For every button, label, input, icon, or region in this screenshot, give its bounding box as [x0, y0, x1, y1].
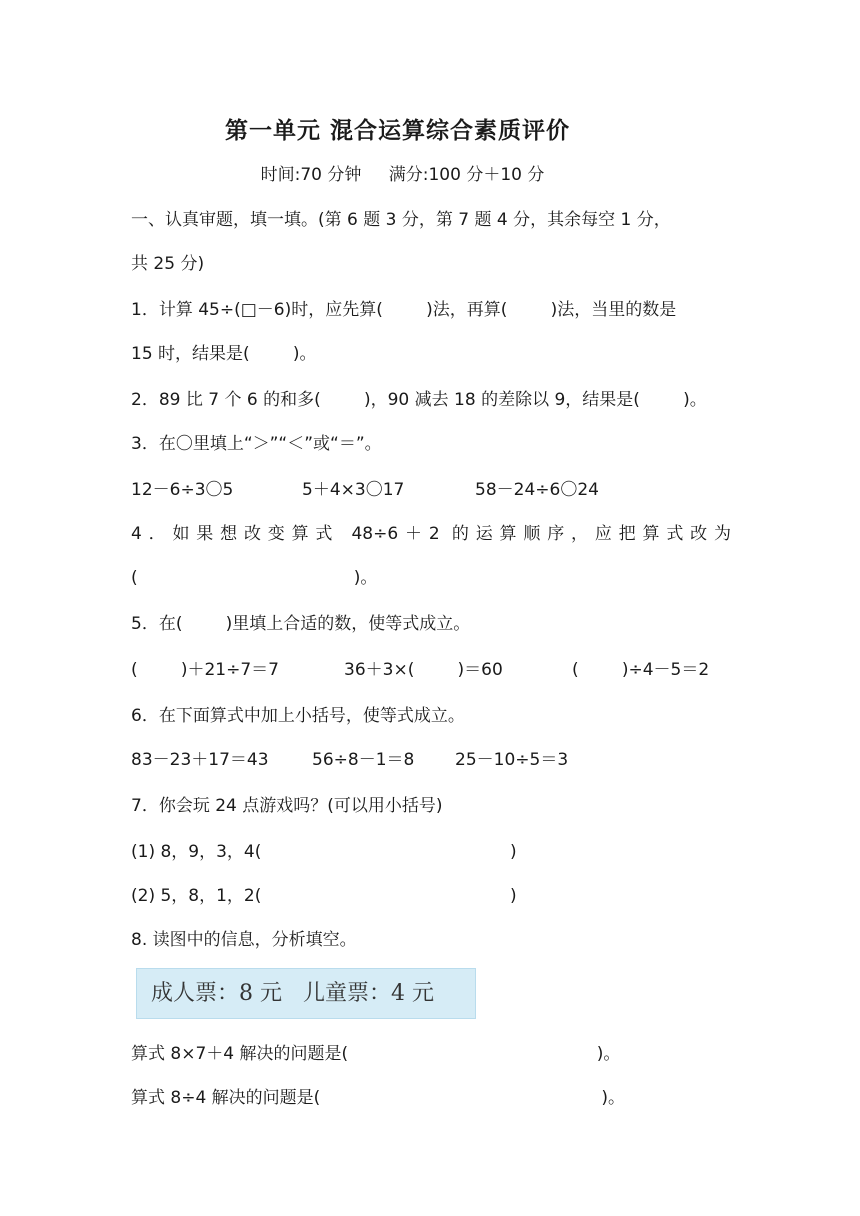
question-2-line1: 2．89 比 7 个 6 的和多( )，90 减去 18 的差除以 9，结果是( )。	[131, 390, 707, 410]
question-5-item: ( )＋21÷7＝7	[131, 660, 280, 680]
question-3-line1: 3．在〇里填上“＞”“＜”或“＝”。	[131, 434, 382, 454]
question-7-sub2: (2) 5，8，1，2( )	[131, 886, 517, 906]
exam-meta	[0, 160, 805, 185]
question-3-item: 58－24÷6〇24	[475, 480, 599, 500]
question-5-item: 36＋3×( )＝60	[344, 660, 503, 680]
question-5-item: ( )÷4－5＝2	[572, 660, 710, 680]
question-3-item: 12－6÷3〇5	[131, 480, 234, 500]
question-7-line1: 7．你会玩 24 点游戏吗？(可以用小括号)	[131, 796, 443, 816]
question-6-line1: 6．在下面算式中加上小括号，使等式成立。	[131, 706, 465, 726]
question-5-line1: 5．在( )里填上合适的数，使等式成立。	[131, 614, 471, 634]
page-title: 第一单元 混合运算综合素质评价	[224, 118, 570, 144]
question-4-line1: 4．如果想改变算式 48÷6＋2 的运算顺序，应把算式改为	[131, 524, 731, 544]
full-score: 满分:100 分＋10 分	[388, 165, 545, 185]
question-8-blank2: 算式 8÷4 解决的问题是( )。	[131, 1088, 625, 1108]
question-6-item: 56÷8－1＝8	[312, 750, 415, 770]
question-6-item: 25－10÷5＝3	[455, 750, 569, 770]
section-heading-line1: 一、认真审题，填一填。(第 6 题 3 分，第 7 题 4 分，其余每空 1 分，	[131, 210, 671, 230]
ticket-price-image: 成人票：8 元 儿童票：4 元	[136, 968, 476, 1019]
question-8-blank1: 算式 8×7＋4 解决的问题是( )。	[131, 1044, 621, 1064]
question-8-line1: 8. 读图中的信息，分析填空。	[131, 930, 357, 950]
question-3-item: 5＋4×3〇17	[302, 480, 405, 500]
section-heading-line2: 共 25 分)	[131, 254, 205, 274]
question-4-line2: ( )。	[131, 568, 378, 588]
question-6-item: 83－23＋17＝43	[131, 750, 269, 770]
question-7-sub1: (1) 8，9，3，4( )	[131, 842, 517, 862]
time-limit: 时间:70 分钟	[260, 165, 362, 185]
question-1-line2: 15 时，结果是( )。	[131, 344, 317, 364]
question-1-line1: 1．计算 45÷(□－6)时，应先算( )法，再算( )法，当里的数是	[131, 300, 677, 320]
